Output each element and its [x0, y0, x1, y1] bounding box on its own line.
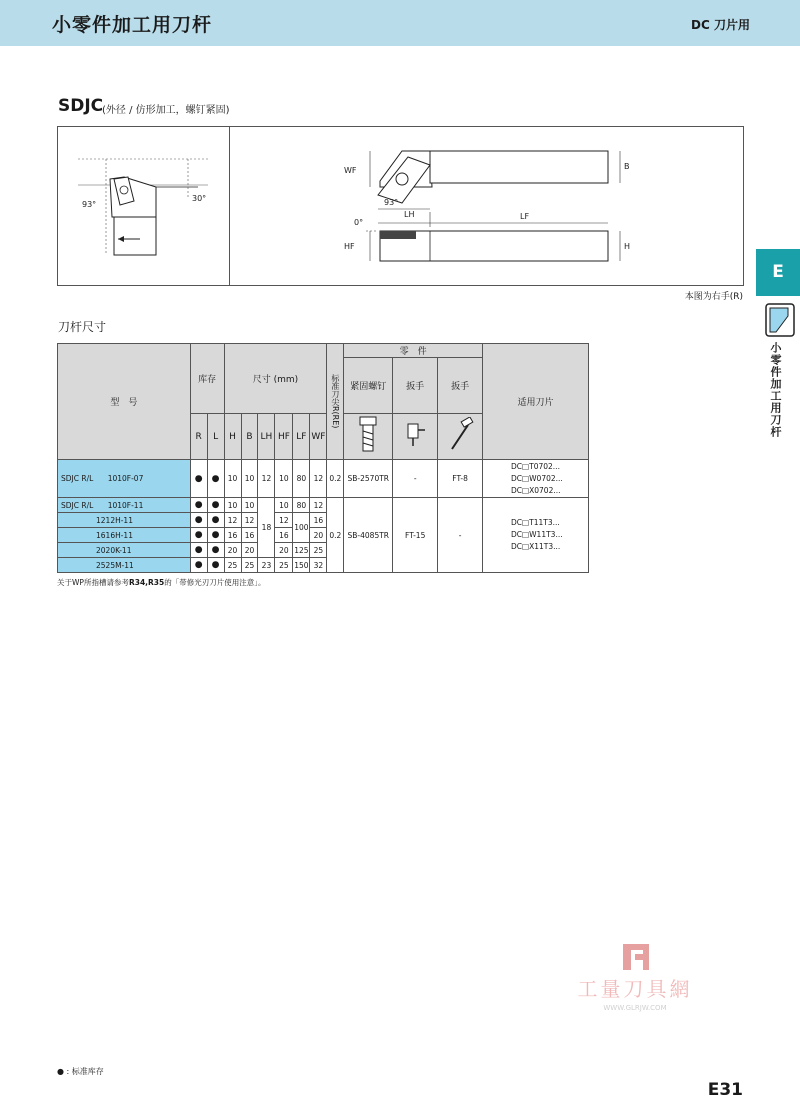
dim-h: 16 [224, 528, 241, 543]
header-parts: 零 件 [344, 344, 483, 358]
holder-category-icon [756, 302, 800, 338]
wrench-1-part: FT-15 [393, 498, 438, 573]
model-prefix: SDJC R/L [61, 500, 94, 510]
header-wrench-1: 扳手 [393, 358, 438, 414]
dim-lh: 23 [258, 558, 275, 573]
dim-wf: 20 [310, 528, 327, 543]
stock-r: ● [190, 528, 207, 543]
dim-b: 12 [241, 513, 258, 528]
corner-radius: 0.2 [327, 460, 344, 498]
dim-hf: 16 [275, 528, 293, 543]
cutting-diagram-svg [58, 127, 230, 285]
side-vertical-label: 小零件加工用刀杆 [769, 342, 782, 438]
hex-wrench-icon [393, 414, 438, 460]
col-lf: LF [293, 414, 310, 460]
wrench-2-part: - [438, 498, 483, 573]
model-number: 1212H-11 [58, 513, 191, 528]
header-dims: 尺寸 (mm) [224, 344, 327, 414]
label-lh: LH [404, 210, 415, 219]
stock-r: ● [190, 460, 207, 498]
watermark-url: WWW.GLRJW.COM [603, 1004, 667, 1012]
label-lf: LF [520, 212, 530, 221]
stock-r: ● [190, 498, 207, 513]
page-header [0, 0, 800, 46]
dim-b: 25 [241, 558, 258, 573]
insert-item: DC□X0702... [511, 485, 561, 495]
page-number: E31 [707, 1080, 743, 1100]
footnote-pre: 关于WP所指槽请参考 [57, 578, 129, 587]
watermark [565, 940, 705, 1020]
dim-h: 25 [224, 558, 241, 573]
dim-b: 20 [241, 543, 258, 558]
wrench-1-part: - [393, 460, 438, 498]
stock-l: ● [207, 460, 224, 498]
left-angle-30: 30° [192, 194, 207, 203]
col-hf: HF [275, 414, 293, 460]
model-cell [58, 460, 191, 498]
insert-item: DC□W0702... [511, 473, 563, 483]
table-row [58, 460, 589, 498]
insert-list [483, 498, 589, 573]
insert-item: DC□X11T3... [511, 542, 561, 551]
dim-b: 10 [241, 498, 258, 513]
holder-diagram-svg [230, 127, 743, 285]
header-title: 小零件加工用刀杆 [52, 14, 213, 36]
dim-b: 10 [241, 460, 258, 498]
dim-h: 10 [224, 460, 241, 498]
insert-list [483, 460, 589, 498]
table-title: 刀杆尺寸 [58, 320, 107, 334]
dim-wf: 25 [310, 543, 327, 558]
dim-lf-shared: 100 [293, 513, 310, 543]
col-l: L [207, 414, 224, 460]
dim-wf: 16 [310, 513, 327, 528]
label-wf: WF [344, 166, 357, 175]
dim-wf: 32 [310, 558, 327, 573]
wrench-2-part: FT-8 [438, 460, 483, 498]
watermark-text: 工量刀具網 [577, 977, 693, 1001]
dim-lf: 125 [293, 543, 310, 558]
dim-hf: 25 [275, 558, 293, 573]
stock-r: ● [190, 543, 207, 558]
insert-item: DC□T0702... [511, 461, 560, 471]
diagram-note: 本图为右手(R) [684, 292, 743, 302]
right-angle-93: 93° [384, 198, 399, 207]
insert-item: DC□W11T3... [511, 530, 563, 539]
watermark-logo-icon [565, 940, 705, 974]
screw-part: SB-2570TR [344, 460, 393, 498]
col-r: R [190, 414, 207, 460]
col-h: H [224, 414, 241, 460]
stock-l: ● [207, 543, 224, 558]
dim-b: 16 [241, 528, 258, 543]
footnote-refs[interactable]: R34,R35 [128, 578, 165, 587]
table-footnote [57, 577, 265, 588]
model-number: 2525M-11 [58, 558, 191, 573]
stock-l: ● [207, 498, 224, 513]
stock-l: ● [207, 528, 224, 543]
model-number: 1616H-11 [58, 528, 191, 543]
screw-part: SB-4085TR [344, 498, 393, 573]
dim-hf: 10 [275, 460, 293, 498]
torx-wrench-icon [438, 414, 483, 460]
footnote-post: 的「带修光刃刀片使用注意」。 [164, 578, 266, 587]
header-right-label: DC 刀片用 [691, 18, 750, 32]
header-re [327, 344, 344, 460]
model-cell [58, 498, 191, 513]
col-wf: WF [310, 414, 327, 460]
col-lh: LH [258, 414, 275, 460]
header-wrench-2: 扳手 [438, 358, 483, 414]
dim-hf: 12 [275, 513, 293, 528]
corner-radius: 0.2 [327, 498, 344, 573]
dim-lf: 150 [293, 558, 310, 573]
section-title: SDJC [58, 96, 104, 116]
stock-r: ● [190, 558, 207, 573]
stock-r: ● [190, 513, 207, 528]
label-b: B [624, 162, 630, 171]
stock-l: ● [207, 513, 224, 528]
dim-lh: 12 [258, 460, 275, 498]
section-subtitle: (外径 / 仿形加工，螺钉紧固) [102, 105, 230, 116]
stock-l: ● [207, 558, 224, 573]
header-screw: 紧固螺钉 [344, 358, 393, 414]
tool-diagram [57, 126, 744, 286]
model-number: 2020K-11 [58, 543, 191, 558]
dim-lf: 80 [293, 460, 310, 498]
header-re-text: 标准刀尖R(RE) [330, 374, 340, 429]
dim-wf: 12 [310, 460, 327, 498]
table-row [58, 498, 589, 513]
insert-item: DC□T11T3... [511, 518, 560, 527]
dim-wf: 12 [310, 498, 327, 513]
model-number: 1010F-07 [107, 474, 144, 483]
dim-lf: 80 [293, 498, 310, 513]
holder-dimension-table [57, 343, 589, 573]
model-number: 1010F-11 [107, 500, 144, 510]
dim-hf: 20 [275, 543, 293, 558]
dim-h: 10 [224, 498, 241, 513]
model-prefix: SDJC R/L [61, 474, 94, 483]
holder-diagram [230, 127, 743, 285]
header-stock: 库存 [190, 344, 224, 414]
dim-h: 20 [224, 543, 241, 558]
dim-lh-shared: 18 [258, 498, 275, 558]
cutting-diagram [58, 127, 230, 285]
dim-h: 12 [224, 513, 241, 528]
right-angle-0: 0° [354, 218, 364, 227]
screw-icon [344, 414, 393, 460]
label-h: H [624, 242, 631, 251]
left-angle-93: 93° [82, 200, 97, 209]
col-b: B [241, 414, 258, 460]
label-hf: HF [344, 242, 355, 251]
header-inserts: 适用刀片 [483, 344, 589, 460]
stock-legend: ● : 标准库存 [57, 1067, 104, 1076]
dim-hf: 10 [275, 498, 293, 513]
header-model: 型 号 [58, 344, 191, 460]
side-tab-e[interactable]: E [756, 249, 800, 296]
